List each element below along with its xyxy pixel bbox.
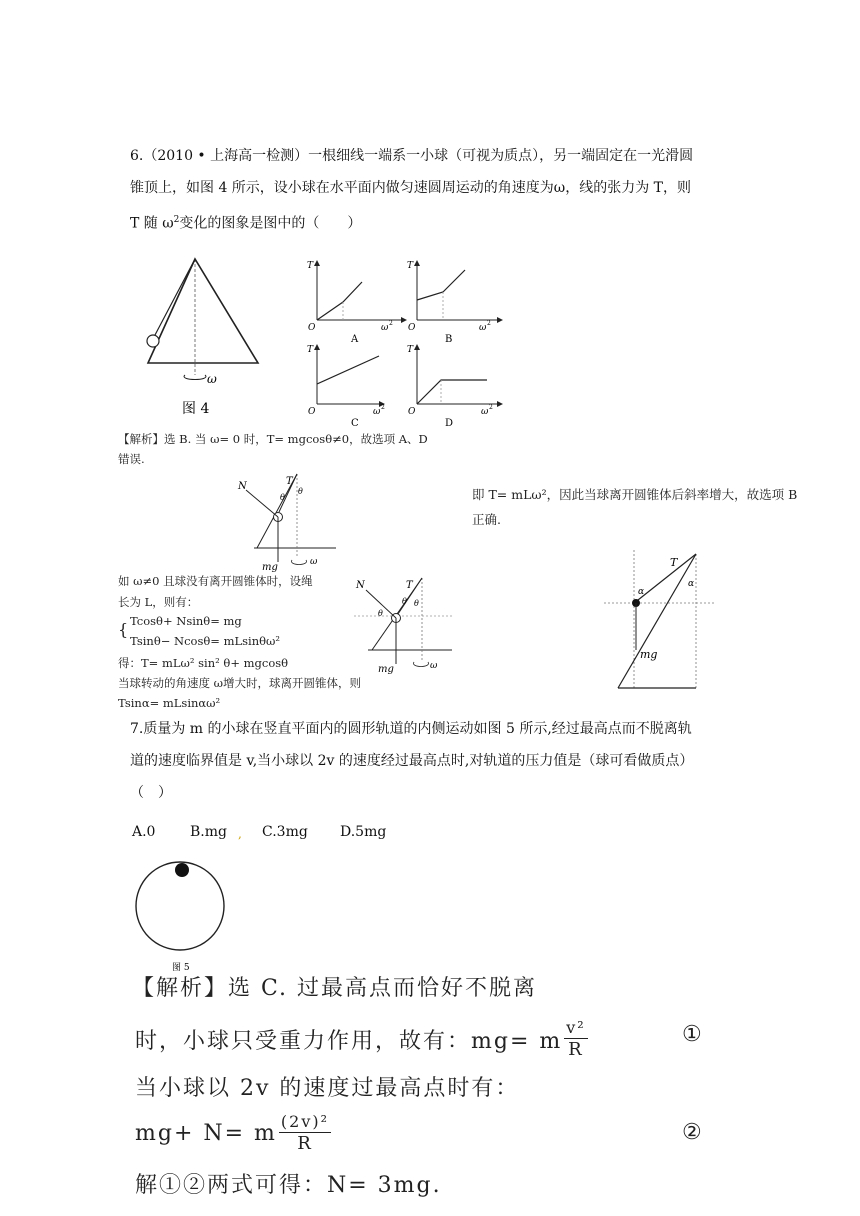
q7-line2: 道的速度临界值是 v,当小球以 2v 的速度经过最高点时,对轨道的压力值是（球可看做质点） [130, 753, 694, 769]
graph-a-curve [317, 282, 362, 320]
cone [148, 259, 258, 363]
sol7-fraction-1-num: v² [566, 1018, 586, 1037]
sol6-line7: 得：T= mLω² sin² θ+ mgcosθ [118, 656, 289, 670]
sol7-line4-text: mg+ N= m [135, 1121, 277, 1146]
sol6-brace: { [118, 620, 129, 639]
graph-d-curve [417, 380, 487, 404]
d3-alpha1: α [638, 587, 645, 597]
graph-a-xlabel: ω [381, 323, 389, 333]
graph-d-sup: 2 [489, 404, 493, 411]
d3-mg: mg [640, 648, 658, 661]
sol7-line5: 解①②两式可得：N= 3mg. [135, 1173, 442, 1198]
d2-T: T [406, 580, 413, 591]
graph-d-origin: O [408, 407, 416, 417]
d3-T: T [670, 556, 678, 569]
sol6-line6: Tsinθ− Ncosθ= mLsinθω² [130, 634, 281, 648]
q6-line3-sup: 2 [173, 215, 180, 225]
graph-c-origin: O [308, 407, 316, 417]
q7-option-c: C.3mg [262, 824, 308, 840]
graph-b [405, 258, 515, 348]
graph-b-curve [417, 270, 465, 300]
q7-line3: （ ） [130, 785, 172, 801]
omega-label: ω [207, 372, 217, 386]
sol6-line5: Tcosθ+ Nsinθ= mg [130, 614, 242, 628]
graph-d-ylabel: T [407, 345, 414, 355]
graph-c-label: C [351, 418, 359, 429]
sol7-line2 [135, 1018, 590, 1061]
graph-c [305, 342, 415, 432]
q6-line3 [130, 210, 361, 234]
graph-a-label: A [351, 334, 359, 345]
d3-alpha2: α [688, 579, 695, 589]
graph-d-xlabel: ω [481, 407, 489, 417]
sol6-right1: 即 T= mLω²，因此当球离开圆锥体后斜率增大，故选项 B [472, 487, 798, 502]
graph-d [405, 342, 515, 432]
d1-mg: mg [262, 562, 278, 572]
q6-line2: 锥顶上，如图 4 所示，设小球在水平面内做匀速圆周运动的角速度为ω，线的张力为 T，则 [130, 180, 692, 196]
q6-line1: 6.（2010 • 上海高一检测）一根细线一端系一小球（可视为质点），另一端固定在一光滑圆 [130, 148, 694, 164]
sol7-circle-2: ② [682, 1120, 704, 1145]
figure-4-cone [140, 255, 270, 420]
sol7-line3: 当小球以 2v 的速度过最高点时有： [135, 1076, 520, 1101]
sol7-fraction-1-den: R [568, 1039, 584, 1060]
sol6-right2: 正确. [472, 512, 501, 527]
graph-a-sup: 2 [389, 320, 393, 327]
q7-option-d: D.5mg [340, 824, 387, 840]
figure-4-caption: 图 4 [182, 401, 210, 417]
d2-theta3: θ [414, 599, 419, 608]
d2-N: N [356, 580, 365, 591]
graph-b-origin: O [408, 323, 416, 333]
graph-a-origin: O [308, 323, 316, 333]
sol7-line1: 【解析】选 C. 过最高点而恰好不脱离 [132, 976, 538, 1001]
d1-T: T [286, 476, 293, 487]
graph-b-xlabel: ω [479, 323, 487, 333]
graph-b-sup: 2 [487, 320, 491, 327]
d2-omega: ω [430, 661, 438, 671]
figure-5 [128, 856, 238, 974]
sol7-fraction-2-num: (2v)² [280, 1112, 330, 1131]
q7-option-b: B.mg [190, 824, 227, 840]
graph-c-curve [317, 356, 379, 384]
sol6-diagram-1 [232, 472, 347, 572]
string [155, 259, 195, 335]
graph-a [305, 258, 415, 348]
graph-b-label: B [445, 334, 453, 345]
sol7-fraction-1 [564, 1018, 587, 1061]
graph-d-label: D [445, 418, 454, 429]
sol6-line1: 【解析】选 B. 当 ω= 0 时，T= mgcosθ≠0，故选项 A、D [118, 432, 428, 446]
graph-c-xlabel: ω [373, 407, 381, 417]
sol7-line2-text: 时，小球只受重力作用，故有：mg= m [135, 1029, 563, 1054]
ball [147, 335, 159, 347]
sol6-line9: Tsinα= mLsinαω² [118, 696, 221, 710]
graph-a-ylabel: T [307, 261, 314, 271]
sol6-line4: 长为 L，则有： [118, 595, 199, 609]
sol7-fraction-2 [279, 1112, 331, 1155]
q7-option-a: A.0 [132, 824, 156, 840]
rotation-arrow [184, 375, 206, 380]
q7-mark: , [238, 827, 242, 841]
sol7-fraction-2-den: R [297, 1133, 313, 1154]
d2-theta2: θ [402, 597, 407, 606]
q6-line3-omega: ω [162, 215, 174, 232]
d2-mg: mg [378, 664, 394, 675]
sol6-diagram-2 [348, 576, 463, 676]
graph-c-sup: 2 [381, 404, 385, 411]
q6-line3-a: T 随 [130, 215, 158, 232]
d1-theta1: θ [280, 493, 285, 502]
graph-c-ylabel: T [307, 345, 314, 355]
track-ball [175, 863, 189, 877]
d2-theta1: θ [378, 609, 383, 618]
sol6-line3: 如 ω≠0 且球没有离开圆锥体时，设绳 [118, 574, 313, 588]
figure-5-caption: 图 5 [172, 963, 190, 973]
d1-omega: ω [310, 557, 318, 567]
d1-N: N [238, 481, 247, 492]
sol7-line4 [135, 1112, 333, 1155]
q7-line1: 7.质量为 m 的小球在竖直平面内的圆形轨道的内侧运动如图 5 所示,经过最高点而不脱离轨 [130, 721, 692, 737]
d1-theta2: θ [298, 487, 303, 496]
q6-line3-d: 变化的图象是图中的（ ） [179, 215, 362, 232]
sol6-diagram-3 [600, 548, 720, 693]
sol6-line2: 错误. [118, 452, 145, 466]
sol6-line8: 当球转动的角速度 ω增大时，球离开圆锥体，则 [118, 676, 362, 690]
sol7-circle-1: ① [682, 1022, 704, 1047]
graph-b-ylabel: T [407, 261, 414, 271]
